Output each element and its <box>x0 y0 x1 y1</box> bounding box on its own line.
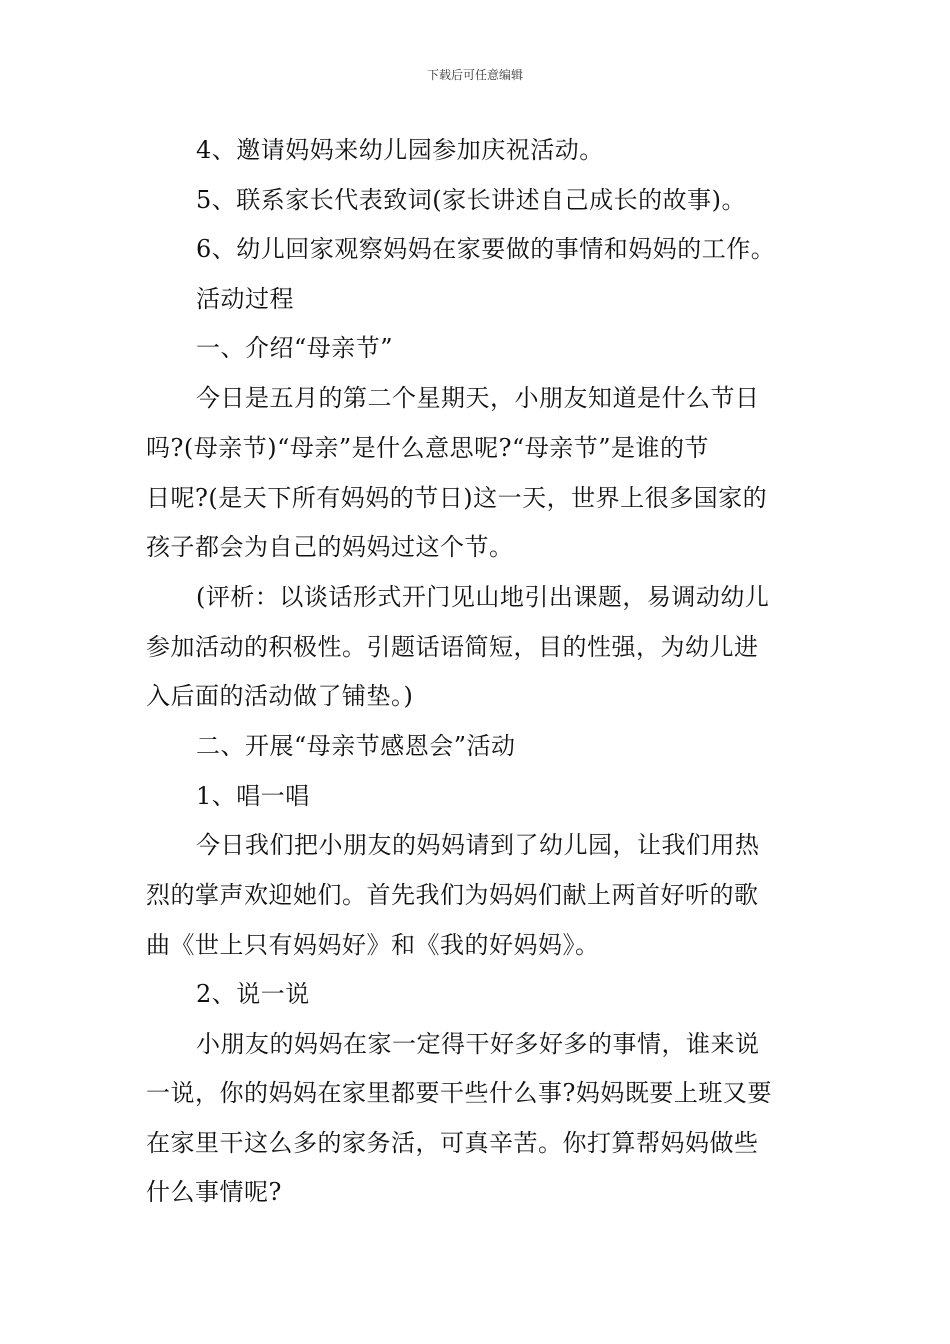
paragraph-line: 今日是五月的第二个星期天，小朋友知道是什么节日 <box>196 384 760 412</box>
paragraph-line: 吗?(母亲节)“母亲”是什么意思呢?“母亲节”是谁的节 <box>146 434 710 462</box>
section-heading: 二、开展“母亲节感恩会”活动 <box>196 732 516 760</box>
subsection-heading: 2、说一说 <box>196 980 310 1008</box>
paragraph-line: 日呢?(是天下所有妈妈的节日)这一天，世界上很多国家的 <box>146 484 768 512</box>
paragraph-line: 曲《世上只有妈妈好》和《我的好妈妈》。 <box>146 931 600 959</box>
paragraph-line: 孩子都会为自己的妈妈过这个节。 <box>146 533 514 561</box>
header-note: 下载后可任意编辑 <box>426 68 523 82</box>
paragraph-line: 一说，你的妈妈在家里都要干些什么事?妈妈既要上班又要 <box>146 1079 772 1107</box>
body-line: 4、邀请妈妈来幼儿园参加庆祝活动。 <box>196 136 604 164</box>
section-heading: 活动过程 <box>196 285 294 313</box>
body-line: 5、联系家长代表致词(家长讲述自己成长的故事)。 <box>196 186 746 214</box>
paragraph-line: 小朋友的妈妈在家一定得干好多好多的事情，谁来说 <box>196 1030 760 1058</box>
paragraph-line: 什么事情呢? <box>146 1178 282 1206</box>
paragraph-line: 在家里干这么多的家务活，可真辛苦。你打算帮妈妈做些 <box>146 1129 759 1157</box>
comment-line: 入后面的活动做了铺垫。) <box>146 682 414 710</box>
comment-line: (评析：以谈话形式开门见山地引出课题，易调动幼儿 <box>196 583 770 611</box>
subsection-heading: 1、唱一唱 <box>196 782 310 810</box>
comment-line: 参加活动的积极性。引题话语简短，目的性强，为幼儿进 <box>146 633 759 661</box>
section-heading: 一、介绍“母亲节” <box>196 334 394 362</box>
paragraph-line: 今日我们把小朋友的妈妈请到了幼儿园，让我们用热 <box>196 831 760 859</box>
paragraph-line: 烈的掌声欢迎她们。首先我们为妈妈们献上两首好听的歌 <box>146 881 759 909</box>
body-line: 6、幼儿回家观察妈妈在家要做的事情和妈妈的工作。 <box>196 235 776 263</box>
